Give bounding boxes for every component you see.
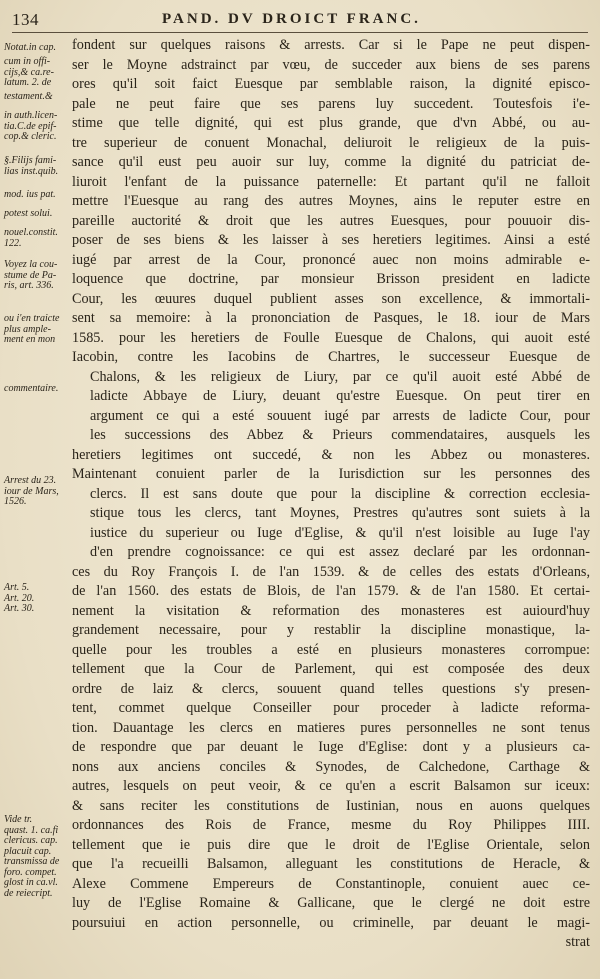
margin-note: mod. ius pat.: [4, 189, 56, 200]
text-line: nement la visitation & reformation des monasteres est auiourd'huy: [72, 602, 590, 619]
text-line: heretiers legitimes ont succedé, & non les Abbez ou monasteres.: [72, 446, 590, 463]
text-line: tre superieur de conuent Monachal, deliuroit le religieux de la puis-: [72, 134, 590, 151]
text-line: 1585. pour les heretiers de Foulle Euesque de Chalons, qui auoit esté: [72, 329, 590, 346]
text-line: poser de ses biens & les laisser à ses heretiers legitimes. Ainsi a esté: [72, 232, 590, 248]
margin-note: cum in offi- cijs,& ca.re- latum. 2. de: [4, 56, 54, 88]
text-line: d'en prendre cognoissance: ce qui est assez declaré par les ordonnan-: [90, 544, 590, 560]
text-line: ordre de laiz & clercs, souuent quand telles questions s'y presen-: [72, 680, 590, 697]
margin-note: Art. 5. Art. 20. Art. 30.: [4, 582, 35, 614]
text-line: tellement que ie puis dire que le droit de l'Eglise Orientale, selon: [72, 836, 590, 853]
text-line: fondent sur quelques raisons & arrests. Car si le Pape ne peut dispen-: [72, 37, 590, 53]
page-header: [12, 8, 588, 33]
text-line: ladicte Abbaye de Liury, deuant qu'estre Euesque. On peut tirer en: [90, 388, 590, 404]
running-title: PAND. DV DROICT FRANC.: [162, 11, 421, 27]
text-line: de l'an 1560. des estats de Blois, de l'an 1579. & de l'an 1580. Et certai-: [72, 583, 590, 599]
text-line: argument ce qui a esté souuent iugé par arrests de ladicte Cour, pour: [90, 407, 590, 424]
text-line: Cour, les œuures duquel publient asses son excellence, & immortali-: [72, 290, 590, 307]
margin-note: ou i'en traicte plus ample- ment en mon: [4, 313, 60, 345]
text-line: luy de l'Eglise Romaine & Gallicane, que le clergé ne doit estre: [72, 895, 590, 911]
margin-note: nouel.constit. 122.: [4, 227, 58, 249]
text-line: sent sa memoire: à la prononciation de Pasques, le 18. iour de Mars: [72, 310, 590, 326]
text-line: Iacobin, contre les Iacobins de Chartres, le successeur Euesque de: [72, 349, 590, 365]
margin-note: §.Filijs fami- lias inst.quib.: [4, 155, 59, 177]
catchword: strat: [565, 934, 590, 950]
margin-note: Voyez la cou- stume de Pa- ris, art. 336.: [4, 259, 58, 291]
text-line: Maintenant conuient parler de la Iurisdiction sur les personnes des: [72, 466, 590, 482]
text-line: ores qu'il soit faict Euesque par semblable raison, la dignité episco-: [72, 76, 590, 92]
text-line: que l'a recueilli Balsamon, alleguant les constitutions de Heracle, &: [72, 856, 590, 872]
text-line: stime que telle dignité, qui est plus grande, que d'vn Abbé, ou au-: [72, 115, 590, 131]
text-line: & sans reciter les constitutions de Iustinian, nous en auons quelques: [72, 797, 590, 814]
page-number: 134: [12, 10, 39, 29]
text-line: ordonnances des Rois de France, mesme du Roy Philippes IIII.: [72, 817, 590, 833]
text-line: poursuiui en action personnelle, ou criminelle, par deuant le magi-: [72, 914, 590, 931]
text-line: liuroit l'enfant de la puissance paternelle: Et partant qu'il ne falloit: [72, 173, 590, 190]
margin-note: potest solui.: [4, 208, 53, 219]
text-line: grandement necessaire, pour y restablir la discipline monastique, la-: [72, 622, 590, 638]
text-line: tellement que la Cour de Parlement, qui est composée des deux: [72, 661, 590, 677]
text-line: ser le Moyne adstrainct par vœu, de succeder aux biens de ses parens: [72, 56, 590, 73]
text-line: ces du Roy François I. de l'an 1539. & de celles des estats d'Orleans,: [72, 563, 590, 580]
margin-note: Arrest du 23. iour de Mars, 1526.: [4, 475, 59, 507]
text-line: pareille auctorité & droit que les autres Euesques, pour pouuoir dis-: [72, 212, 590, 229]
text-line: sance qu'il eust peu auoir sur luy, comme la dignité du patriciat de-: [72, 154, 590, 170]
text-line: iugé par arrest de la Cour, prononcé auec non moins admirable e-: [72, 251, 590, 268]
margin-note: testament.&: [4, 91, 53, 102]
margin-note: Notat.in cap.: [4, 42, 56, 53]
text-line: loquence que doctrine, par monsieur Brisson president en ladicte: [72, 271, 590, 287]
text-line: nons aux anciens conciles & Synodes, de Calchedone, Carthage &: [72, 758, 590, 775]
margin-note: commentaire.: [4, 383, 59, 394]
body-text: [72, 36, 590, 953]
text-line: iustice du superieur ou Iuge d'Eglise, & qu'il n'est loisible au Iuge l'ay: [90, 524, 590, 541]
text-line: mettre l'Euesque au rang des autres Moynes, ains le reputer estre en: [72, 193, 590, 209]
margin-note: Vide tr. quast. 1. ca.fi clericus. cap. placuit cap. transmissa de foro. compet. glost in ca.vl. de reiecript.: [4, 814, 60, 899]
text-line: autres, lesquels on peut veoir, & ce qu'en a escrit Balsamon sur iceux:: [72, 778, 590, 794]
text-line: pale ne peut faire que ses parens luy succedent. Toutesfois i'e-: [72, 95, 590, 112]
text-line: tent, commet quelque Conseiller pour proceder à ladicte reforma-: [72, 700, 590, 716]
margin-note: in auth.licen- tia.C.de epif- cop.& cleric.: [4, 110, 58, 142]
text-line: tion. Dauantage les clercs en matieres pures personnelles ne sont tenus: [72, 719, 590, 736]
text-line: quelle pour les troubles a esté en plusieurs monasteres corrompue:: [72, 641, 590, 658]
text-line: clercs. Il est sans doute que pour la discipline & correction ecclesia-: [90, 485, 590, 502]
text-line: Chalons, & les religieux de Liury, par ce qu'il auoit esté Abbé de: [90, 368, 590, 385]
text-line: les successions des Abbez & Prieurs commendataires, ausquels les: [90, 427, 590, 443]
text-line: Alexe Commene Empereurs de Constantinople, conuient auec ce-: [72, 875, 590, 892]
text-line: stique tous les clercs, tant Moynes, Prestres qu'autres sont suiets à la: [90, 505, 590, 521]
text-line: de respondre que par deuant le Iuge d'Eglise: dont y a plusieurs ca-: [72, 739, 590, 755]
